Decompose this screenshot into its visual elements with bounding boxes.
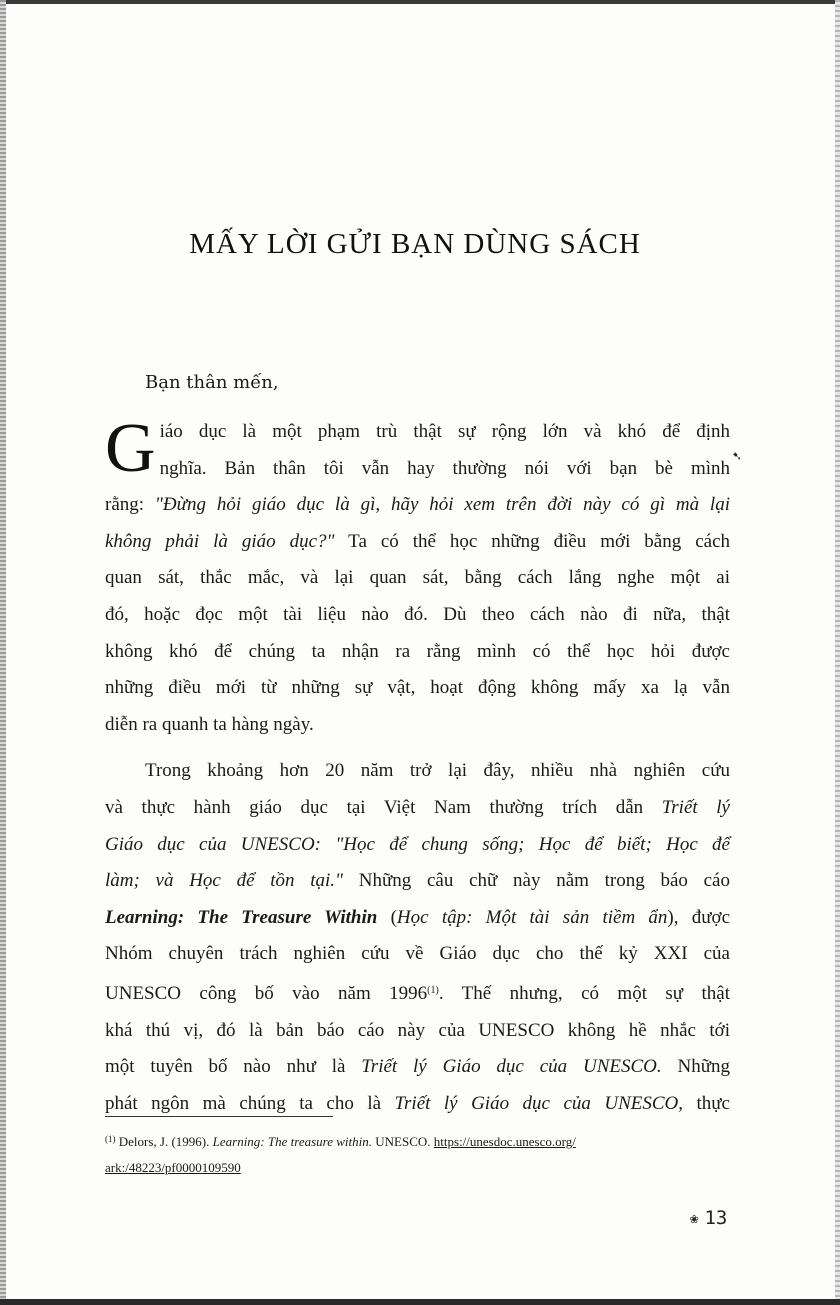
text-line: khá thú vị, đó là bản báo cáo này của UNESCO không hề nhắc tới bbox=[105, 1019, 730, 1041]
flower-ornament-icon: ❀ bbox=[690, 1211, 699, 1227]
scan-edge-bottom bbox=[0, 1299, 840, 1305]
text-line: không phải là giáo dục?" Ta có thể học những điều mới bằng cách bbox=[105, 530, 731, 552]
chapter-title: MẤY LỜI GỬI BẠN DÙNG SÁCH bbox=[189, 228, 641, 260]
scan-edge-top bbox=[0, 0, 840, 4]
text-line: phát ngôn mà chúng ta cho là Triết lý Giáo dục của UNESCO, thực bbox=[105, 1092, 730, 1114]
text-line: diễn ra quanh ta hàng ngày. bbox=[105, 713, 314, 735]
footnote-ref: (1) bbox=[427, 984, 439, 996]
book-title: Learning: The Treasure Within bbox=[105, 906, 378, 928]
paragraph-1 bbox=[105, 410, 731, 743]
text-line: iáo dục là một phạm trù thật sự rộng lớn và khó để định bbox=[159, 421, 730, 442]
text-line: không khó để chúng ta nhận ra rằng mình có thể học hỏi được bbox=[105, 640, 730, 662]
text-line: Giáo dục của UNESCO: "Học để chung sống; Học để biết; Học để bbox=[105, 833, 730, 855]
text-line: UNESCO công bố vào năm 1996$^{(1)}$. Thế nhưng, có một sự thật bbox=[105, 982, 730, 1004]
salutation: Bạn thân mến, bbox=[145, 372, 279, 393]
drop-cap: G bbox=[105, 410, 156, 487]
text-line: nghĩa. Bản thân tôi vẫn hay thường nói với bạn bè mình bbox=[159, 457, 730, 479]
scan-edge-right bbox=[835, 0, 840, 1305]
footnote: $^{(1)}$ Delors, J. (1996). Learning: The treasure within. UNESCO. https://unesdoc.unesco.org/ ark:/48223/pf0000109590 bbox=[105, 1134, 576, 1175]
text-line: và thực hành giáo dục tại Việt Nam thường trích dẫn Triết lý bbox=[105, 796, 730, 818]
page-number: ❀ 13 bbox=[690, 1207, 728, 1229]
text-line: làm; và Học để tồn tại." Những câu chữ này nằm trong báo cáo bbox=[105, 870, 730, 892]
footnote-divider bbox=[105, 1116, 333, 1117]
text-line: những điều mới từ những sự vật, hoạt động không mấy xa lạ vẫn bbox=[105, 677, 730, 699]
footnote-link-cont[interactable]: ark:/48223/pf0000109590 bbox=[105, 1160, 241, 1175]
text-line: Learning: The Treasure Within (Học tập: Một tài sản tiềm ẩn), được bbox=[105, 906, 731, 928]
text-line: đó, hoặc đọc một tài liệu nào đó. Dù theo cách nào đi nữa, thật bbox=[105, 603, 730, 625]
footnote-marker: (1) bbox=[105, 1134, 116, 1144]
text-line: rằng: "Đừng hỏi giáo dục là gì, hãy hỏi xem trên đời này có gì mà lại bbox=[105, 494, 730, 516]
text-line: quan sát, thắc mắc, và lại quan sát, bằng cách lắng nghe một ai bbox=[105, 567, 730, 589]
text-line: Nhóm chuyên trách nghiên cứu về Giáo dục cho thế kỷ XXI của bbox=[105, 943, 730, 965]
paragraph-2 bbox=[105, 753, 730, 1122]
text-line: Trong khoảng hơn 20 năm trở lại đây, nhiều nhà nghiên cứu bbox=[145, 760, 730, 782]
text-line: một tuyên bố nào như là Triết lý Giáo dục của UNESCO. Những bbox=[105, 1056, 730, 1078]
scan-edge-left bbox=[0, 0, 6, 1305]
margin-mark-icon: ➷ bbox=[732, 449, 743, 463]
body-text bbox=[105, 410, 731, 1122]
footnote-link[interactable]: https://unesdoc.unesco.org/ bbox=[433, 1134, 576, 1149]
